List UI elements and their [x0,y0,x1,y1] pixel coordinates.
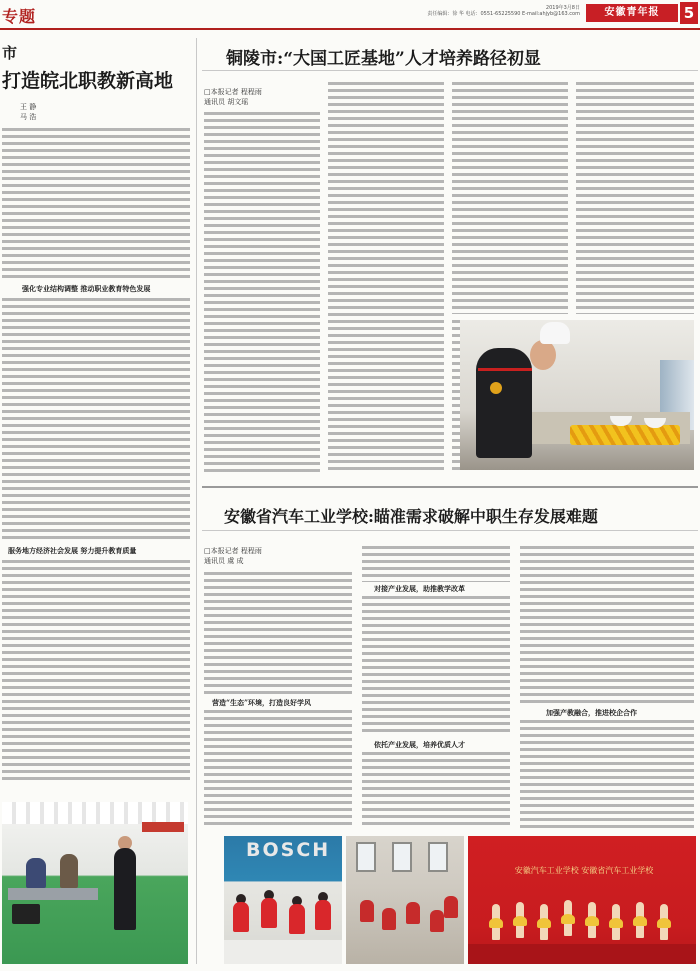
page-header [0,0,700,30]
top-text-col-1 [204,112,320,472]
editor-line: 责任编辑：徐 华 电话：0551-65225590 E-mail:ahjyb@163.com [427,11,580,17]
left-subheading-1: 强化专业结构调整 推动职业教育特色发展 [22,284,151,293]
left-article-title-line1: 市 [2,44,18,62]
masthead-logo: 安徽青年报 [586,4,678,22]
editor-info [427,5,580,17]
top-title-rule [202,70,698,71]
left-text-block-3 [2,560,190,780]
bottom-subheading-4: 加强产教融合，推进校企合作 [546,708,637,717]
top-article-title: 铜陵市:“大国工匠基地”人才培养路径初显 [226,49,541,69]
page-number: 5 [680,2,698,24]
date-line: 2019年3月8日 [545,5,580,11]
bottom-text-col-3b [520,720,694,828]
bottom-byline-2: 通讯员 虞 成 [204,557,244,565]
left-byline-1: 王 静 [20,103,37,111]
bottom-text-col-3a [520,546,694,704]
left-byline-2: 马 浩 [20,113,37,121]
top-text-col-2 [328,82,444,472]
bottom-subheading-3: 依托产业发展，培养优质人才 [374,740,465,749]
bottom-text-col-2b [362,596,510,736]
top-byline-1: □本报记者 程程雨 [204,88,262,96]
bottom-subheading-1: 营造“生态”环境，打造良好学风 [212,698,312,707]
bottom-subheading-2: 对接产业发展，助推教学改革 [374,584,465,593]
classroom-photo [346,836,464,964]
bottom-article-title: 安徽省汽车工业学校:瞄准需求破解中职生存发展难题 [224,507,598,526]
bottom-byline-1: □本报记者 程程雨 [204,547,262,555]
bosch-sign: BOSCH [246,839,331,861]
chef-photo [460,320,694,470]
top-text-col-3 [452,82,568,314]
top-byline-2: 通讯员 胡文瑶 [204,98,249,106]
bottom-text-col-1b [204,710,352,828]
section-tag: 专题 [2,7,37,26]
stage-banner: 安徽汽车工业学校 安徽省汽车工业学校 [514,866,654,875]
bosch-training-photo [224,836,342,964]
bottom-text-col-1a [204,572,352,694]
column-divider [196,38,197,964]
left-text-block-2 [2,298,190,542]
left-article-title-line2: 打造皖北职教新高地 [2,70,174,92]
article-separator [202,486,698,488]
left-text-block-1 [2,128,190,278]
left-subheading-2: 服务地方经济社会发展 努力提升教育质量 [8,546,137,555]
bottom-text-col-2a [362,546,510,582]
stage-performance-photo [468,836,696,964]
bottom-title-rule [202,530,698,531]
workshop-photo [2,802,188,964]
top-text-col-4 [576,82,694,314]
bottom-text-col-2c [362,752,510,828]
